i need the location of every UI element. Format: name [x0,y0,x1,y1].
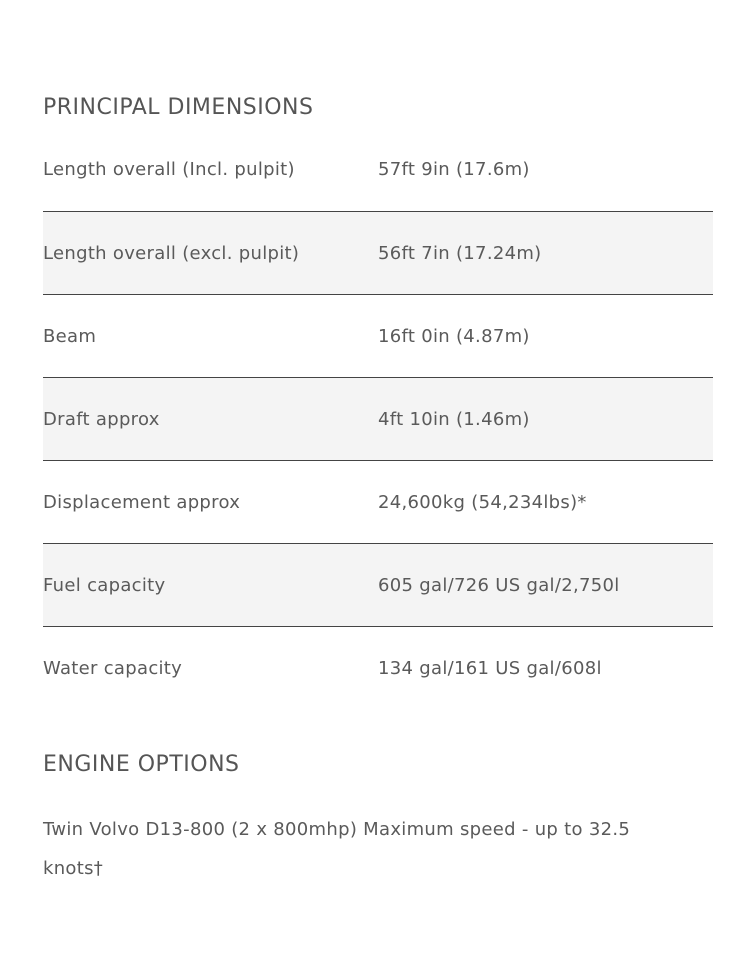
spec-row-fuel-capacity [43,544,713,627]
spec-value: 24,600kg (54,234lbs)* [378,491,587,513]
spec-row-length-incl-pulpit [43,127,713,212]
spec-label: Draft approx [43,408,160,430]
spec-row-draft [43,378,713,461]
spec-value: 134 gal/161 US gal/608l [378,658,602,679]
engine-options-text: Twin Volvo D13-800 (2 x 800mhp) Maximum speed - up to 32.5 knots† [43,819,631,879]
spec-value: 605 gal/726 US gal/2,750l [378,574,620,596]
principal-dimensions-heading: PRINCIPAL DIMENSIONS [43,95,314,120]
spec-row-displacement [43,461,713,544]
spec-value: 16ft 0in (4.87m) [378,325,530,347]
spec-value: 57ft 9in (17.6m) [378,158,530,180]
spec-label: Beam [43,325,97,347]
spec-value: 56ft 7in (17.24m) [378,242,542,264]
spec-row-water-capacity [43,627,713,710]
spec-label: Length overall (excl. pulpit) [43,242,300,264]
spec-label: Water capacity [43,658,183,679]
spec-label: Length overall (Incl. pulpit) [43,158,295,180]
spec-row-length-excl-pulpit [43,212,713,295]
spec-row-beam [43,295,713,378]
spec-label: Fuel capacity [43,574,166,596]
spec-label: Displacement approx [43,491,241,513]
spec-value: 4ft 10in (1.46m) [378,408,530,430]
engine-options-heading: ENGINE OPTIONS [43,752,240,777]
principal-dimensions-table [43,127,713,710]
